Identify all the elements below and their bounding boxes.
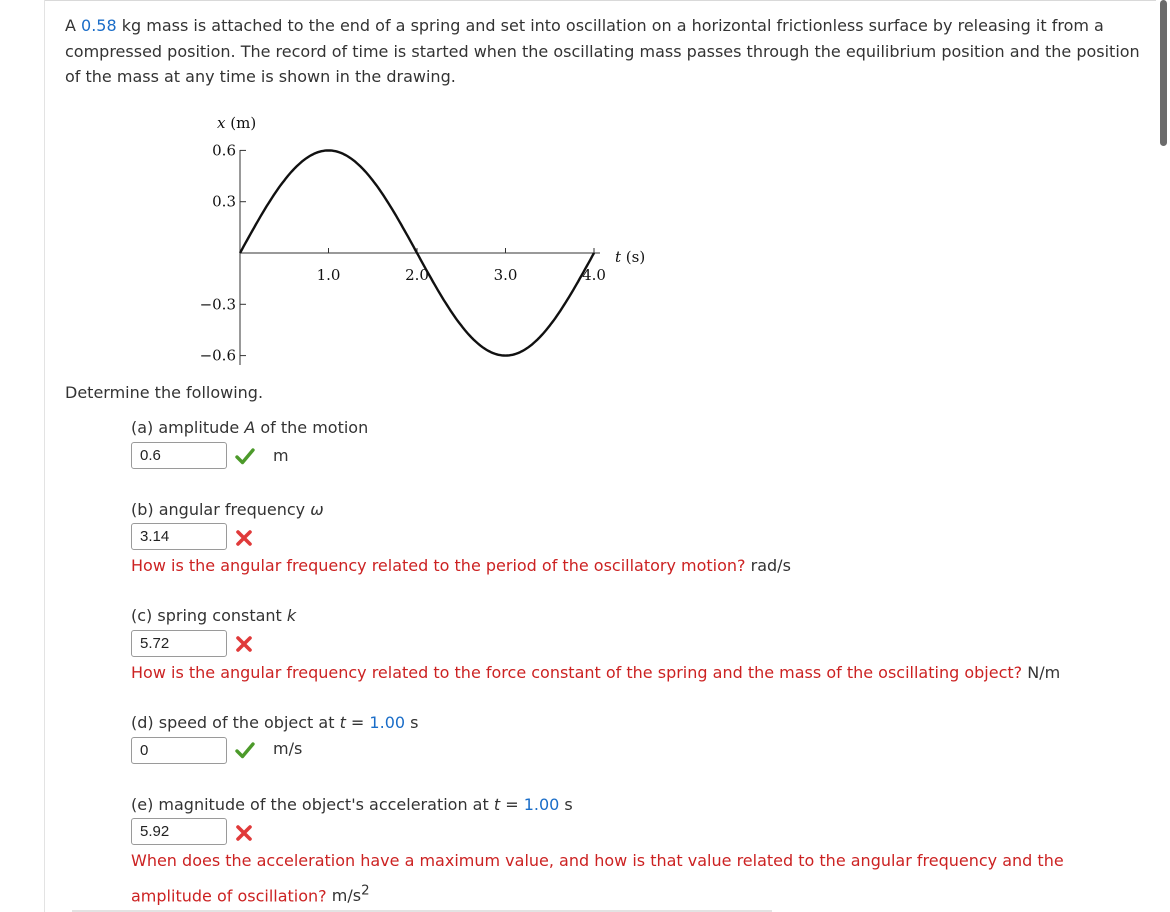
part-e-label: (e) magnitude of the object's acceleration at t = 1.00 s xyxy=(131,795,573,814)
check-icon xyxy=(234,445,256,467)
x-tick-label: 4.0 xyxy=(582,266,606,284)
x-tick-label: 2.0 xyxy=(405,266,429,284)
part-d-label: (d) speed of the object at t = 1.00 s xyxy=(131,713,419,732)
left-border xyxy=(44,0,45,912)
cross-icon xyxy=(233,822,255,844)
part-b-label: (b) angular frequency ω xyxy=(131,500,324,519)
part-a-label: (a) amplitude A of the motion xyxy=(131,418,369,437)
x-axis-label: t (s) xyxy=(615,248,646,266)
y-tick-label: 0.3 xyxy=(212,192,236,211)
x-tick-label: 3.0 xyxy=(493,266,518,284)
part-d-answer-field[interactable]: 0 xyxy=(131,737,227,764)
y-tick-label: 0.6 xyxy=(212,141,236,160)
cross-icon xyxy=(233,633,255,655)
part-b-answer-field[interactable]: 3.14 xyxy=(131,523,227,550)
part-e-hint: When does the acceleration have a maximum value, and how is that value related to the angular frequency and the amplitude of oscillation? $m/s^2$ xyxy=(131,851,1064,906)
y-tick-label: −0.6 xyxy=(199,346,236,365)
mass-value: 0.58 xyxy=(81,16,117,35)
determine-heading: Determine the following. xyxy=(65,383,264,402)
part-e-unit: $m/s^2$ xyxy=(331,884,370,906)
y-axis-label: x (m) xyxy=(217,114,257,132)
problem-statement: A 0.58 kg mass is attached to the end of a spring and set into oscillation on a horizontal frictionless surface by releasing it from a compressed position. The record of time is started when the oscillating mass passes through the equilibrium position and the position of the mass at any time is shown in the drawing. xyxy=(65,16,1140,86)
top-divider xyxy=(44,0,1156,1)
part-a-unit: m xyxy=(273,446,289,465)
part-d-unit: m/s xyxy=(273,739,303,758)
position-time-graph xyxy=(190,105,670,375)
part-e-answer-field[interactable]: 5.92 xyxy=(131,818,227,845)
part-c-unit: N/m xyxy=(1027,663,1061,682)
part-a-answer-field[interactable]: 0.6 xyxy=(131,442,227,469)
part-c-hint: How is the angular frequency related to the force constant of the spring and the mass of the oscillating object? N/m xyxy=(131,663,1061,682)
y-tick-label: −0.3 xyxy=(199,295,236,314)
part-c-label: (c) spring constant k xyxy=(131,606,297,625)
check-icon xyxy=(234,739,256,761)
part-b-unit: rad/s xyxy=(750,556,791,575)
part-c-answer-field[interactable]: 5.72 xyxy=(131,630,227,657)
part-b-hint: How is the angular frequency related to the period of the oscillatory motion? rad/s xyxy=(131,556,791,575)
cross-icon xyxy=(233,527,255,549)
x-tick-label: 1.0 xyxy=(316,266,341,284)
scrollbar-thumb[interactable] xyxy=(1160,0,1167,146)
